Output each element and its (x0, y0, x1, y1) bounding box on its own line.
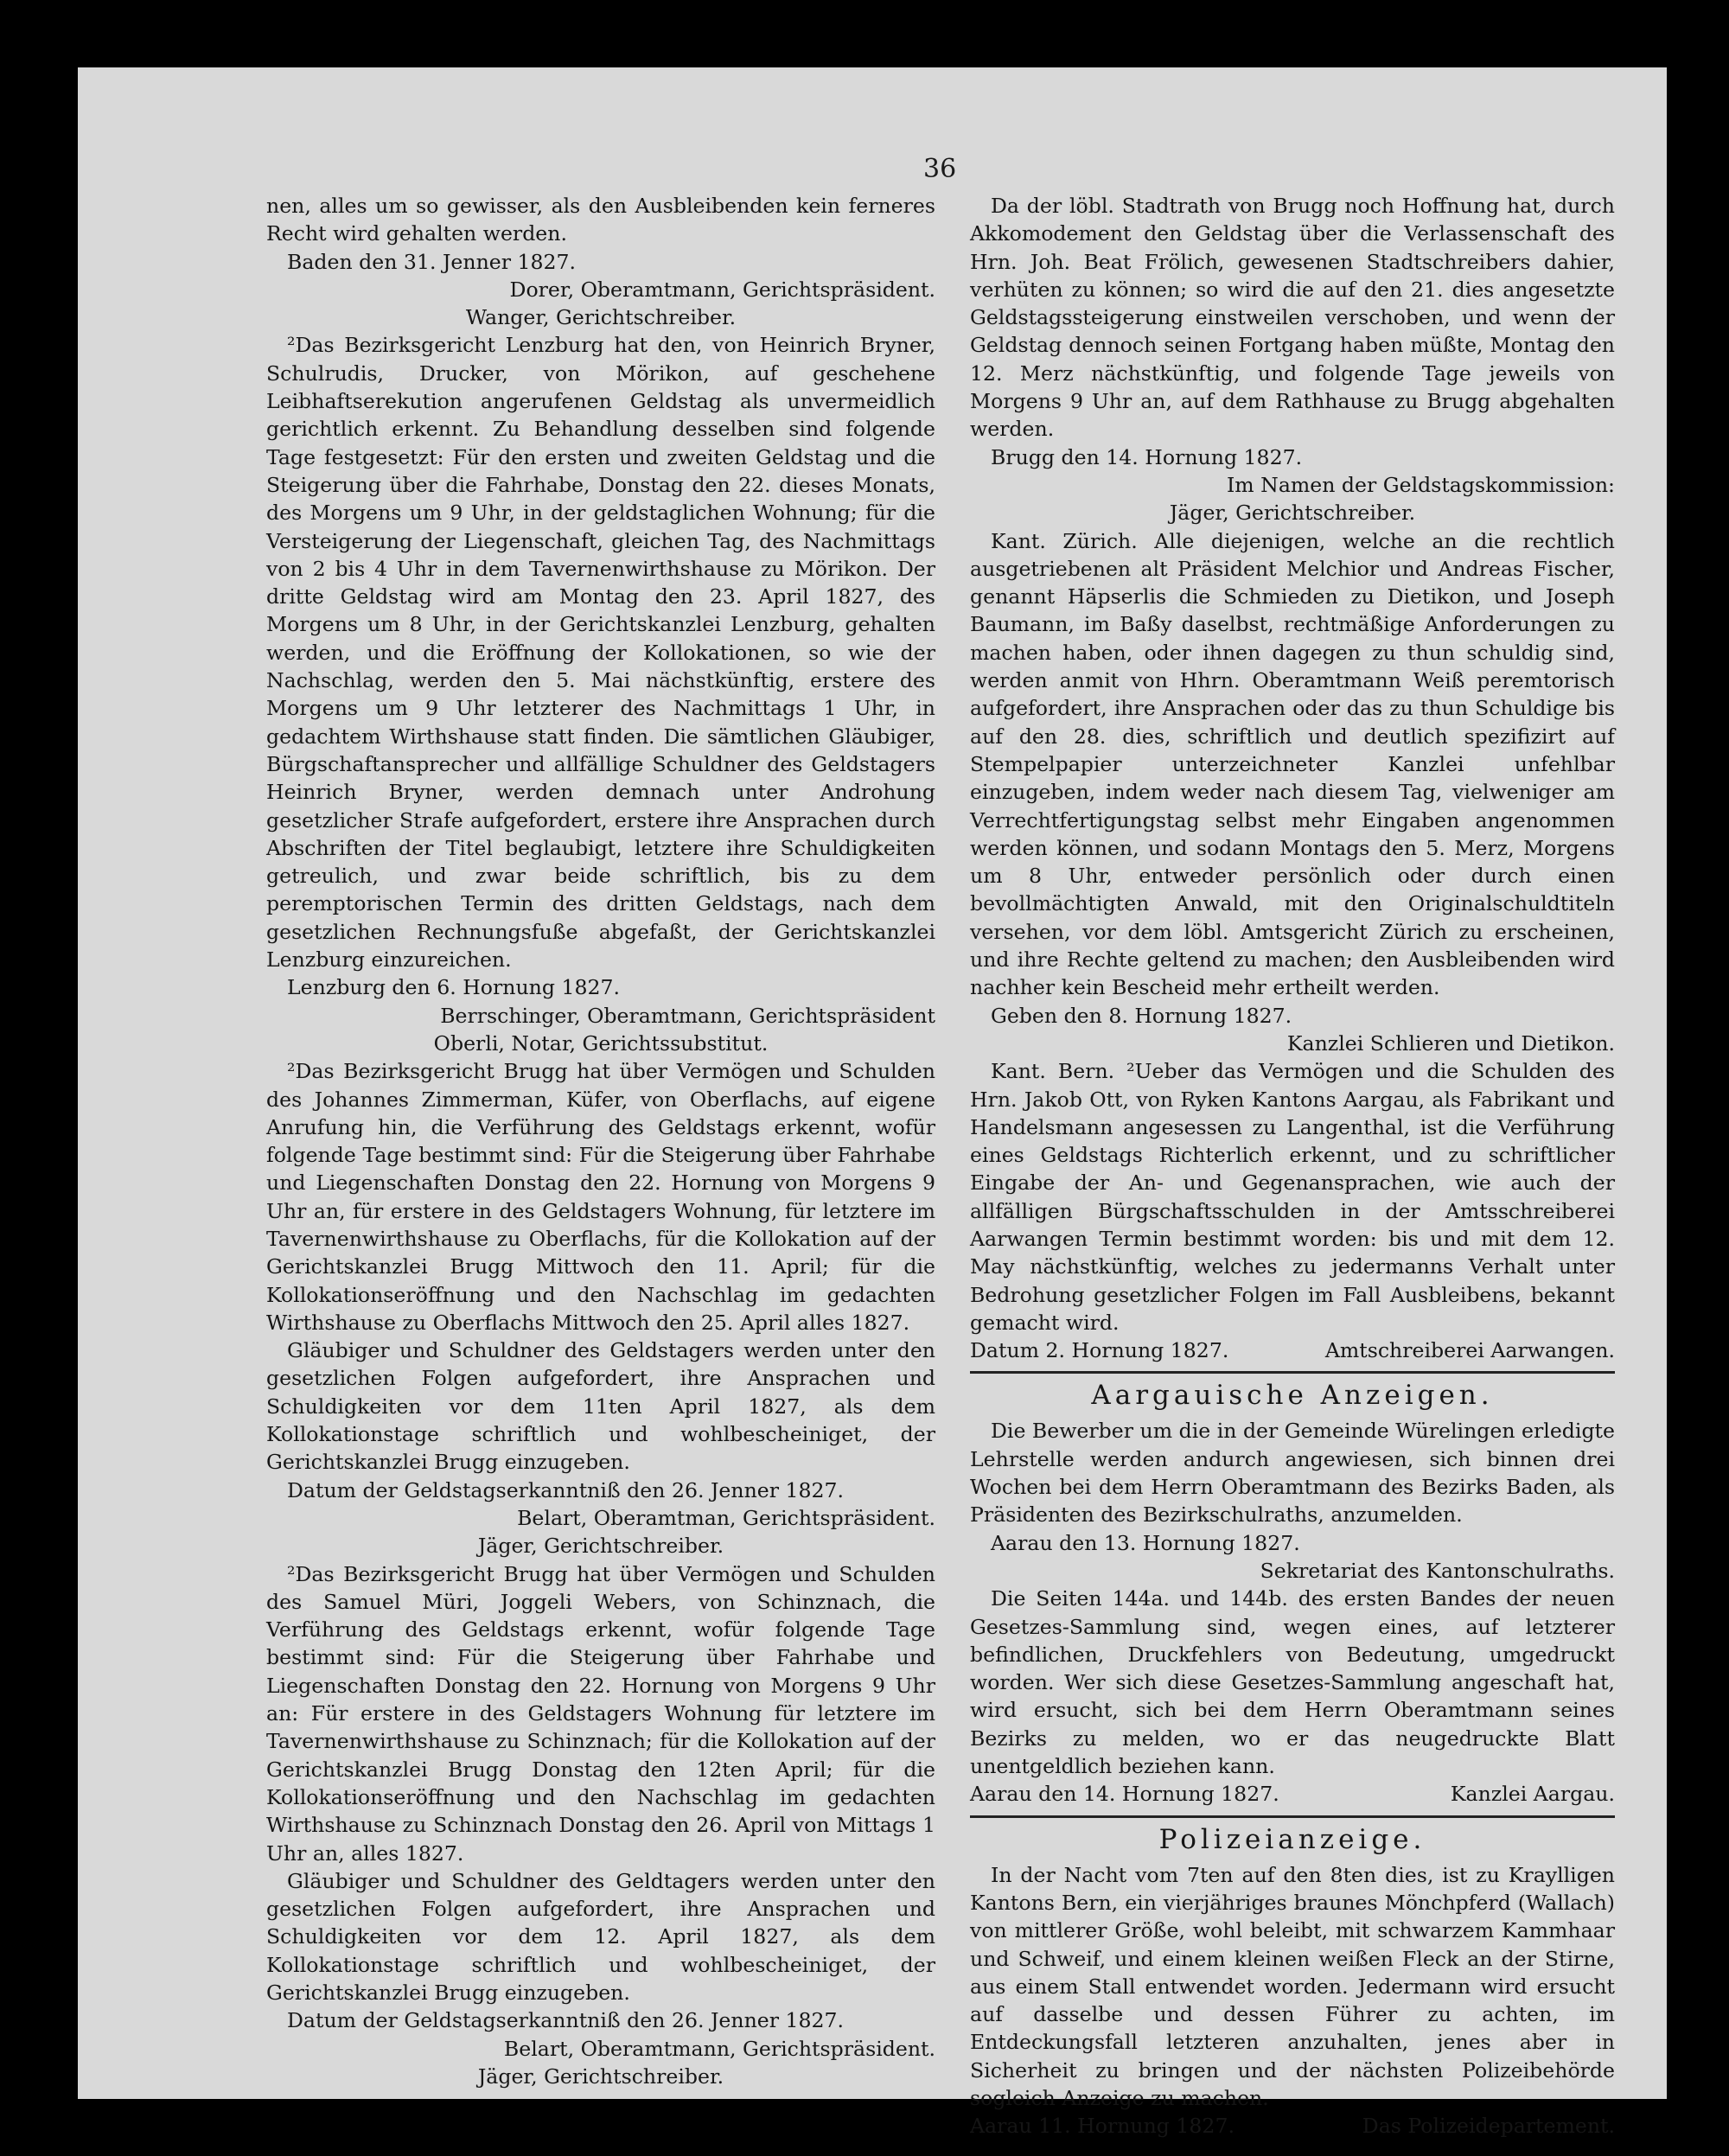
notice-footer (970, 1780, 1615, 1808)
notice-brugg-zimmerman: ²Das Bezirksgericht Brugg hat über Vermögen und Schulden des Johannes Zimmerman, Küfer, von Oberflachs, auf eigene Anrufung hin, die Verführung des Geldstags erkennt, wofür folgende Tage bestimmt sind: Für die Steigerung über Fahrhabe und Liegenschaften Donstag den 22. Hornung von Morgens 9 Uhr an, für erstere in des Geldstagers Wohnung, für letztere im Tavernenwirthshause zu Oberflachs, für die Kollokation auf der Gerichtskanzlei Brugg Mittwoch den 11. April; für die Kollokationseröffnung und den Nachschlag im gedachten Wirthshause zu Oberflachs Mittwoch den 25. April alles 1827. (266, 1059, 935, 1335)
notice-gesetzes-sammlung: Die Seiten 144a. und 144b. des ersten Bandes der neuen Gesetzes-Sammlung sind, wegen eines, auf letzterer befindlichen, Druckfehlers von Bedeutung, umgedruckt worden. Wer sich diese Gesetzes-Sammlung angeschaft hat, wird ersucht, sich bei dem Herrn Oberamtmann seines Bezirks zu melden, wo er das neugedruckte Blatt unentgeldlich beziehen kann. (970, 1586, 1615, 1779)
scan-border (1667, 0, 1729, 2156)
notice-signature: Im Namen der Geldstagskommission: (1226, 472, 1615, 497)
notice-date: Aarau den 13. Hornung 1827. (991, 1530, 1300, 1555)
page-number: 36 (923, 154, 957, 184)
section-divider (970, 1815, 1615, 1818)
left-column (266, 192, 935, 2090)
notice-signature: Oberli, Notar, Gerichtssubstitut. (433, 1030, 769, 1056)
notice-date: Datum der Geldstagserkanntniß den 26. Jenner 1827. (287, 2008, 845, 2033)
section-divider (970, 1371, 1615, 1374)
notice-signature: Dorer, Oberamtmann, Gerichtspräsident. (509, 277, 935, 302)
notice-footer (970, 1336, 1615, 1364)
notice-date: Datum 2. Hornung 1827. (970, 1338, 1229, 1363)
notice-continuation: nen, alles um so gewisser, als den Ausbleibenden kein ferneres Recht wird gehalten werden. (266, 194, 935, 246)
notice-brugg-froelich: Da der löbl. Stadtrath von Brugg noch Hoffnung hat, durch Akkomodement den Geldstag über die Verlassenschaft des Hrn. Joh. Beat Frölich, gewesenen Stadtschreibers dahier, verhüten zu können; so wird die auf den 21. dies angesetzte Geldstagssteigerung einstweilen verschoben, und wenn der Geldstag dennoch seinen Fortgang haben müßte, Montag den 12. Merz nächstkünftig, und folgende Tage jeweils von Morgens 9 Uhr an, auf dem Rathhause zu Brugg abgehalten werden. (970, 194, 1615, 442)
notice-signature: Jäger, Gerichtschreiber. (477, 2064, 724, 2089)
notice-brugg-mueri: ²Das Bezirksgericht Brugg hat über Vermögen und Schulden des Samuel Müri, Joggeli Webers, von Schinznach, die Verführung des Geldstags erkennt, wofür folgende Tage bestimmt sind: Für die Steigerung über Fahrhabe und Liegenschaften Donstag den 22. Hornung von Morgens 9 Uhr an: Für erstere in des Geldstagers Wohnung für letztere im Tavernenwirthshause zu Schinznach; für die Kollokation auf der Gerichtskanzlei Brugg Donstag den 12ten April; für die Kollokationseröffnung und den Nachschlag im gedachten Wirthshause zu Schinznach Donstag den 26. April von Mittags 1 Uhr an, alles 1827. (266, 1561, 935, 1866)
notice-signature: Wanger, Gerichtschreiber. (465, 305, 737, 330)
notice-footer (970, 2112, 1615, 2140)
notice-date: Lenzburg den 6. Hornung 1827. (287, 975, 620, 1000)
notice-date: Brugg den 14. Hornung 1827. (991, 444, 1303, 469)
notice-date: Geben den 8. Hornung 1827. (991, 1003, 1292, 1028)
notice-brugg-zimmerman-creditors: Gläubiger und Schuldner des Geldstagers werden unter den gesetzlichen Folgen aufgefordert, ihre Ansprachen und Schuldigkeiten vor dem 11ten April 1827, als dem Kollokationstage schriftlich und wohlbescheiniget, der Gerichtskanzlei Brugg einzugeben. (266, 1338, 935, 1475)
notice-bern: Kant. Bern. ²Ueber das Vermögen und die Schulden des Hrn. Jakob Ott, von Ryken Kantons Aargau, als Fabrikant und Handelsmann angesessen zu Langenthal, ist die Verführung eines Geldstags Richterlich erkennt, und zu schriftlicher Eingabe der An- und Gegenansprachen, wie auch der allfälligen Bürgschaftsschulden in der Amtsschreiberei Aarwangen Termin bestimmt worden: bis und mit dem 12. May nächstkünftig, welches zu jedermanns Verhalt unter Bedrohung gesetzlicher Folgen im Fall Ausbleibens, bekannt gemacht wird. (970, 1059, 1615, 1335)
notice-signature: Berrschinger, Oberamtmann, Gerichtspräsident (440, 1003, 935, 1028)
notice-signature: Belart, Oberamtmann, Gerichtspräsident. (503, 2036, 935, 2061)
notice-date: Baden den 31. Jenner 1827. (287, 249, 577, 274)
notice-lehrstelle: Die Bewerber um die in der Gemeinde Würelingen erledigte Lehrstelle werden andurch angewiesen, sich binnen drei Wochen bei dem Herrn Oberamtmann des Bezirks Baden, als Präsidenten des Bezirkschulraths, anzumelden. (970, 1419, 1615, 1528)
notice-signature: Amtschreiberei Aarwangen. (1324, 1338, 1615, 1363)
notice-date: Aarau den 14. Hornung 1827. (970, 1782, 1279, 1807)
notice-polizei: In der Nacht vom 7ten auf den 8ten dies, ist zu Kraylligen Kantons Bern, ein vierjähriges braunes Mönchpferd (Wallach) von mittlerer Größe, wohl beleibt, mit schwarzem Kammhaar und Schweif, und einem kleinen weißen Fleck an der Stirne, aus einem Stall entwendet worden. Jedermann wird ersucht auf dasselbe und dessen Führer zu achten, im Entdeckungsfall letzteren anzuhalten, jenes aber in Sicherheit zu bringen und der nächsten Polizeibehörde sogleich Anzeige zu machen. (970, 1862, 1615, 2110)
notice-lenzburg: ²Das Bezirksgericht Lenzburg hat den, von Heinrich Bryner, Schulrudis, Drucker, von Mörikon, auf geschehene Leibhaftserekution angerufenen Geldstag als unvermeidlich gerichtlich erkennt. Zu Behandlung desselben sind folgende Tage festgesetzt: Für den ersten und zweiten Geldstag und die Steigerung über die Fahrhabe, Donstag den 22. dieses Monats, des Morgens um 9 Uhr, in der geldstaglichen Wohnung; für die Versteigerung der Liegenschaft, gleichen Tag, des Nachmittags von 2 bis 4 Uhr in dem Tavernenwirthshause zu Mörikon. Der dritte Geldstag wird am Montag den 23. April 1827, des Morgens um 8 Uhr, in der Gerichtskanzlei Lenzburg, gehalten werden, und die Eröffnung der Kollokationen, so wie der Nachschlag, werden den 5. Mai nächstkünftig, erstere des Morgens um 9 Uhr letzterer des Nachmittags 1 Uhr, in gedachtem Wirthshause statt finden. Die sämtlichen Gläubiger, Bürgschaftansprecher und allfällige Schuldner des Geldstagers Heinrich Bryner, werden demnach unter Androhung gesetzlicher Strafe aufgefordert, erstere ihre Ansprachen durch Abschriften der Titel beglaubigt, letztere ihre Schuldigkeiten getreulich, und zwar beide schriftlich, bis zu dem peremptorischen Termin des dritten Geldstags, nach dem gesetzlichen Rechnungsfuße abgefaßt, der Gerichtskanzlei Lenzburg einzureichen. (266, 333, 935, 973)
notice-signature: Sekretariat des Kantonschulraths. (1260, 1558, 1615, 1583)
notice-signature: Kanzlei Aargau. (1450, 1782, 1615, 1807)
notice-brugg-mueri-creditors: Gläubiger und Schuldner des Geldtagers werden unter den gesetzlichen Folgen aufgefordert, ihre Ansprachen und Schuldigkeiten vor dem 12. April 1827, als dem Kollokationstage schriftlich und wohlbescheiniget, der Gerichtskanzlei Brugg einzugeben. (266, 1868, 935, 2005)
notice-zuerich: Kant. Zürich. Alle diejenigen, welche an die rechtlich ausgetriebenen alt Präsident Melchior und Andreas Fischer, genannt Häpserlis die Schmieden zu Dietikon, und Joseph Baumann, im Baßy daselbst, rechtmäßige Anforderungen zu machen haben, oder ihnen dagegen zu thun schuldig sind, werden anmit von Hhrn. Oberamtmann Weiß peremtorisch aufgefordert, ihre Ansprachen oder das zu thun Schuldige bis auf den 28. dies, schriftlich und deutlich spezifizirt auf Stempelpapier unterzeichneter Kanzlei unfehlbar einzugeben, indem weder nach diesem Tag, vielweniger am Verrechtfertigungstag selbst mehr Eingaben angenommen werden können, und sodann Montags den 5. Merz, Morgens um 8 Uhr, entweder persönlich oder durch einen bevollmächtigten Anwald, mit den Originalschuldtiteln versehen, vor dem löbl. Amtsgericht Zürich zu erscheinen, und ihre Rechte geltend zu machen; den Ausbleibenden wird nachher kein Bescheid mehr ertheilt werden. (970, 528, 1615, 1000)
right-column (970, 192, 1615, 2140)
polizei-heading: Polizeianzeige. (1158, 1823, 1426, 1855)
notice-signature: Das Polizeidepartement. (1362, 2114, 1615, 2139)
notice-signature: Jäger, Gerichtschreiber. (477, 1534, 724, 1559)
notice-signature: Belart, Oberamtman, Gerichtspräsident. (517, 1505, 935, 1530)
notice-date: Datum der Geldstagserkanntniß den 26. Jenner 1827. (287, 1477, 845, 1502)
notice-signature: Jäger, Gerichtschreiber. (1169, 501, 1416, 526)
notice-signature: Kanzlei Schlieren und Dietikon. (1286, 1030, 1615, 1056)
aargau-heading: Aargauische Anzeigen. (1091, 1380, 1494, 1412)
notice-date: Aarau 11. Hornung 1827. (970, 2114, 1235, 2139)
